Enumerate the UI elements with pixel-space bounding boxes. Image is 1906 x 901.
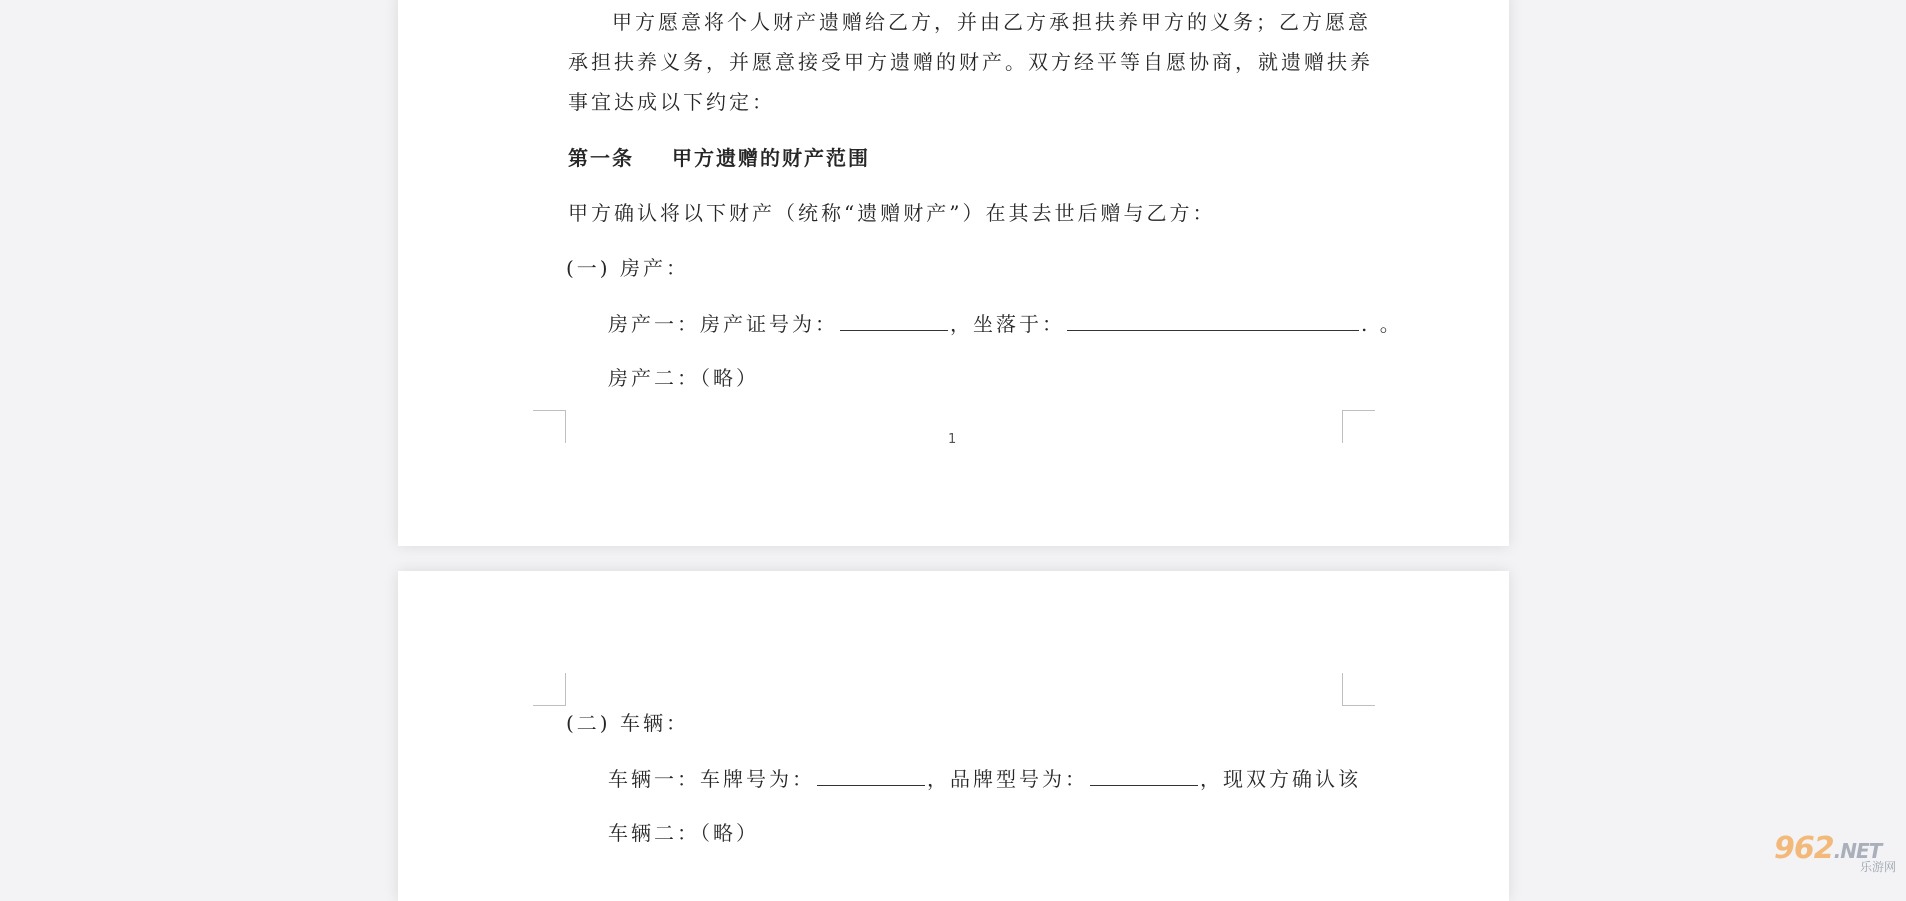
brand-model-blank [1090,765,1198,786]
confirm-text: 甲方确认将以下财产（统称“遗赠财产”）在其去世后赠与乙方： [568,201,1216,225]
house-one-prefix: 房产一：房产证号为： [608,312,838,336]
margin-corner-bottom-right [1342,410,1375,443]
plate-number-blank [817,765,925,786]
house-two-line: 房产二：（略） [608,366,759,390]
house-certificate-blank [840,310,948,331]
watermark-logo: 962.NET [1774,831,1882,866]
paragraph-line-1: 甲方愿意将个人财产遗赠给乙方，并由乙方承担扶养甲方的义务；乙方愿意 [612,10,1371,34]
article-subject: 甲方遗赠的财产范围 [672,146,870,170]
vehicle-one-line [608,765,1361,792]
paragraph-line-2: 承担扶养义务，并愿意接受甲方遗赠的财产。双方经平等自愿协商，就遗赠扶养 [568,50,1373,74]
house-one-line [608,310,1403,337]
section-house-heading: (一) 房产： [566,256,689,280]
document-page-1 [398,0,1509,546]
article-number: 第一条 [568,146,634,170]
house-location-blank [1067,310,1359,331]
margin-corner-bottom-left [533,410,566,443]
vehicle-one-suffix: ，现双方确认该 [1200,767,1361,791]
paragraph-line-3: 事宜达成以下约定： [568,90,775,114]
document-page-2 [398,571,1509,901]
section-vehicle-heading: (二) 车辆： [566,711,689,735]
page-number: 1 [948,432,957,447]
article-heading [568,145,870,171]
watermark-subtitle: 乐游网 [1859,860,1896,874]
vehicle-one-mid: ，品牌型号为： [927,767,1088,791]
margin-corner-top-left [533,673,566,706]
site-watermark [1764,831,1900,875]
house-one-suffix: . 。 [1361,312,1403,336]
house-one-mid: ，坐落于： [950,312,1065,336]
vehicle-two-line: 车辆二：（略） [608,821,759,845]
margin-corner-top-right [1342,673,1375,706]
vehicle-one-prefix: 车辆一：车牌号为： [608,767,815,791]
